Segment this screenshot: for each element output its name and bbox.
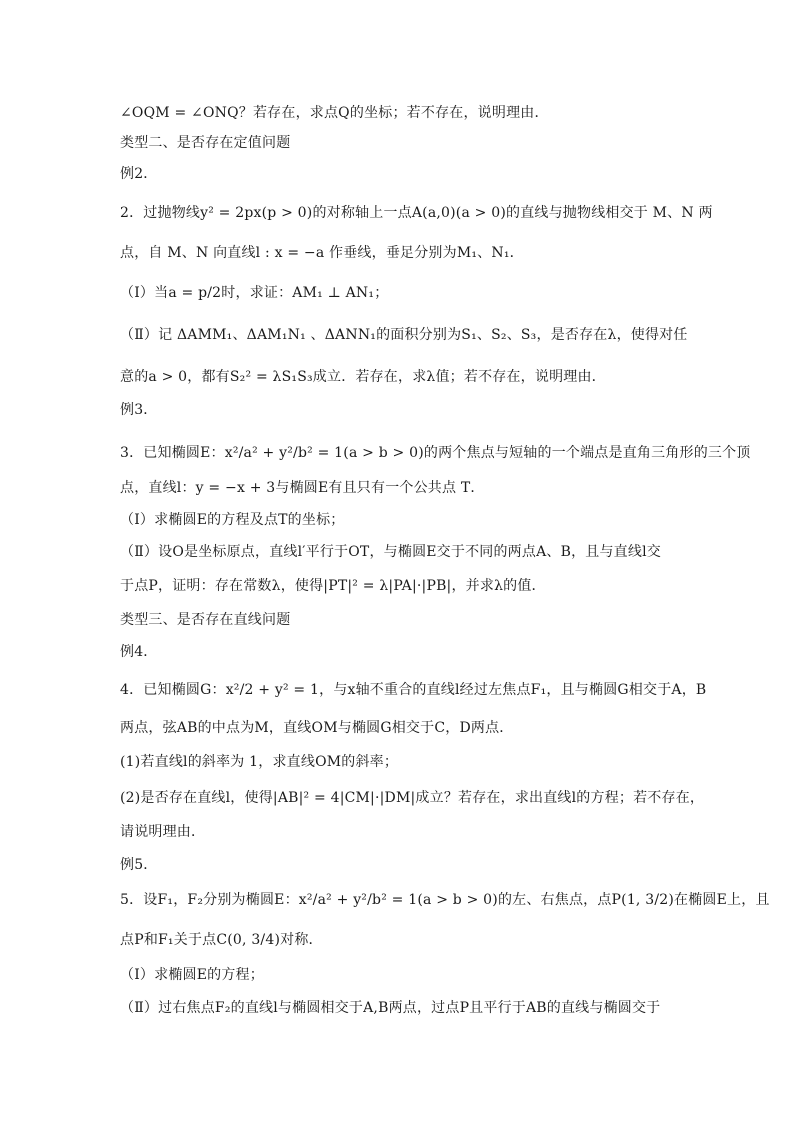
section-heading: 类型三、是否存在直线问题 xyxy=(120,612,291,628)
problem-text: （Ⅰ）求椭圆E的方程及点T的坐标； xyxy=(120,512,345,528)
text-line: ∠OQM = ∠ONQ？若存在，求点Q的坐标；若不存在，说明理由． xyxy=(120,105,549,121)
problem-text: （Ⅱ）记 ΔAMM₁、ΔAM₁N₁ 、ΔANN₁的面积分别为S₁、S₂、S₃，是否存在λ，使得对任 xyxy=(120,327,688,343)
problem-text: （Ⅰ）当a = p/2时，求证：AM₁ ⊥ AN₁； xyxy=(120,285,389,301)
problem-text: 2．过抛物线y² = 2px(p > 0)的对称轴上一点A(a,0)(a > 0)的直线与抛物线相交于 M、N 两 xyxy=(120,205,713,221)
problem-text: 点P和F₁关于点C(0, 3/4)对称． xyxy=(120,932,323,948)
example-label: 例3． xyxy=(120,402,158,418)
problem-text: 4．已知椭圆G：x²/2 + y² = 1，与x轴不重合的直线l经过左焦点F₁，且与椭圆G相交于A，B xyxy=(120,682,707,698)
problem-text: 意的a > 0，都有S₂² = λS₁S₃成立．若存在，求λ值；若不存在，说明理由． xyxy=(120,369,606,385)
problem-text: (2)是否存在直线l，使得|AB|² = 4|CM|·|DM|成立？若存在，求出直线l的方程；若不存在， xyxy=(120,790,705,806)
example-label: 例5． xyxy=(120,857,158,873)
problem-text: （Ⅱ）设O是坐标原点，直线l′平行于OT，与椭圆E交于不同的两点A、B，且与直线l交 xyxy=(120,544,661,560)
problem-text: 请说明理由． xyxy=(120,824,206,840)
example-label: 例2． xyxy=(120,166,158,182)
problem-text: 5．设F₁，F₂分别为椭圆E：x²/a² + y²/b² = 1(a > b > 0)的左、右焦点，点P(1, 3/2)在椭圆E上，且 xyxy=(120,892,770,908)
example-label: 例4． xyxy=(120,644,158,660)
problem-text: 点，直线l：y = −x + 3与椭圆E有且只有一个公共点 T． xyxy=(120,480,485,496)
problem-text: （Ⅱ）过右焦点F₂的直线l与椭圆相交于A,B两点，过点P且平行于AB的直线与椭圆交于 xyxy=(120,1000,661,1016)
problem-text: 两点，弦AB的中点为M，直线OM与椭圆G相交于C，D两点． xyxy=(120,720,514,736)
problem-text: （Ⅰ）求椭圆E的方程； xyxy=(120,967,264,983)
problem-text: 点，自 M、N 向直线l : x = −a 作垂线，垂足分别为M₁、N₁． xyxy=(120,245,524,261)
section-heading: 类型二、是否存在定值问题 xyxy=(120,135,291,151)
problem-text: (1)若直线l的斜率为 1，求直线OM的斜率； xyxy=(120,754,399,770)
problem-text: 3．已知椭圆E：x²/a² + y²/b² = 1(a > b > 0)的两个焦点与短轴的一个端点是直角三角形的三个顶 xyxy=(120,445,751,461)
problem-text: 于点P，证明：存在常数λ，使得|PT|² = λ|PA|·|PB|，并求λ的值． xyxy=(120,578,546,594)
